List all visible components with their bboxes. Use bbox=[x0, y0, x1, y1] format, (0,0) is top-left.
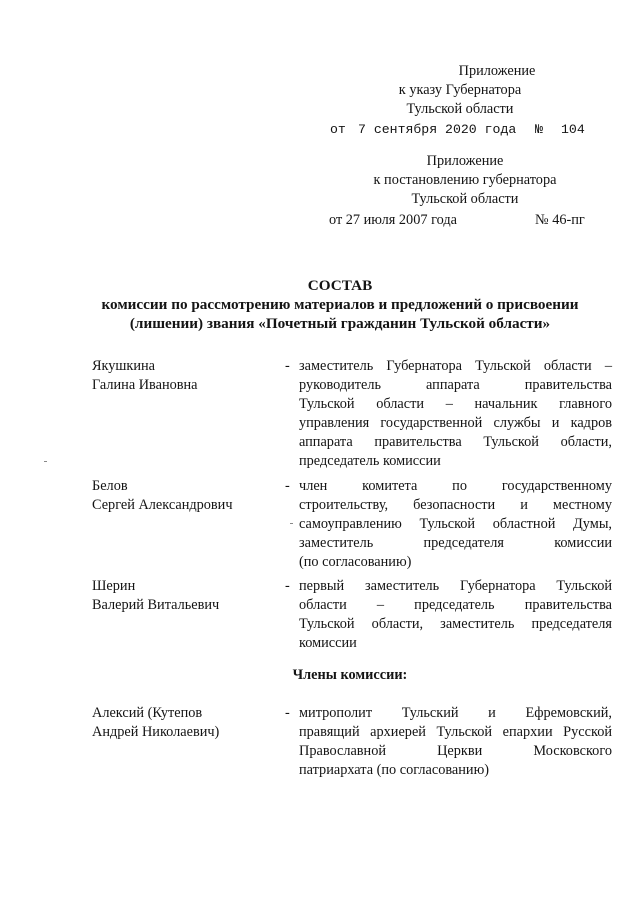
member-role bbox=[299, 577, 612, 653]
decree-reference bbox=[365, 81, 555, 119]
resolution-reference-line: к постановлению губернатора bbox=[373, 172, 557, 188]
member-surname: Шерин bbox=[92, 578, 136, 594]
decree-date-prefix: от bbox=[330, 122, 346, 137]
decree-reference-line: к указу Губернатора bbox=[398, 82, 522, 98]
member-role-line: руководитель аппарата правительства bbox=[299, 377, 612, 393]
member-dash: - bbox=[285, 578, 290, 594]
member-dash: - bbox=[285, 478, 290, 494]
member-role-line: области – председатель правительства bbox=[299, 597, 612, 613]
decree-number-sign: № bbox=[535, 122, 543, 137]
decree-appendix-label: Приложение bbox=[458, 63, 536, 79]
member-role-line: правящий архиерей Тульской епархии Русской bbox=[299, 724, 612, 740]
member-surname: Алексий (Кутепов bbox=[92, 705, 203, 721]
scan-mark bbox=[290, 523, 293, 524]
commission-member-name bbox=[92, 704, 282, 742]
member-given-names: Валерий Витальевич bbox=[92, 597, 220, 613]
scan-mark bbox=[44, 461, 47, 462]
member-role-line: Тульской области – начальник главного bbox=[299, 396, 612, 412]
document-subtitle-line2: (лишении) звания «Почетный гражданин Тульской области» bbox=[129, 315, 551, 332]
member-name bbox=[92, 357, 282, 395]
resolution-appendix-label: Приложение bbox=[426, 153, 504, 169]
member-role-line: Тульской области, заместитель председателя bbox=[299, 616, 612, 632]
resolution-number: № 46-пг bbox=[535, 212, 585, 228]
member-role-line: комиссии bbox=[299, 635, 357, 651]
member-dash: - bbox=[285, 358, 290, 374]
member-role-line: патриархата (по согласованию) bbox=[299, 762, 490, 778]
member-given-names: Галина Ивановна bbox=[92, 377, 198, 393]
members-section-heading-block bbox=[250, 666, 450, 685]
decree-date: 7 сентября 2020 года bbox=[358, 122, 517, 137]
resolution-date: от 27 июля 2007 года bbox=[329, 212, 457, 228]
decree-date-row bbox=[330, 120, 600, 139]
member-role-line: заместитель председателя комиссии bbox=[299, 535, 612, 551]
resolution-date-row bbox=[329, 211, 589, 230]
document-title: СОСТАВ bbox=[307, 277, 373, 294]
member-role-line: управления государственной службы и кадров bbox=[299, 415, 612, 431]
member-role-line: аппарата правительства Тульской области, bbox=[299, 434, 612, 450]
document-title-block bbox=[60, 276, 620, 333]
member-dash: - bbox=[285, 705, 290, 721]
resolution-region-line: Тульской области bbox=[411, 191, 519, 207]
commission-member-role bbox=[299, 704, 612, 780]
member-role-line: первый заместитель Губернатора Тульской bbox=[299, 578, 612, 594]
member-given-names: Сергей Александрович bbox=[92, 497, 233, 513]
document-subtitle-line1: комиссии по рассмотрению материалов и предложений о присвоении bbox=[101, 296, 579, 313]
decree-number: 104 bbox=[561, 122, 585, 137]
decree-region-line: Тульской области bbox=[406, 101, 514, 117]
member-role-line: заместитель Губернатора Тульской области – bbox=[299, 358, 612, 374]
member-role-line: самоуправлению Тульской областной Думы, bbox=[299, 516, 612, 532]
members-section-heading: Члены комиссии: bbox=[292, 667, 408, 683]
member-given-names: Андрей Николаевич) bbox=[92, 724, 220, 740]
member-name bbox=[92, 477, 282, 515]
resolution-appendix-header bbox=[345, 152, 585, 209]
decree-appendix-header bbox=[380, 62, 536, 81]
member-name bbox=[92, 577, 282, 615]
member-surname: Якушкина bbox=[92, 358, 156, 374]
member-role bbox=[299, 477, 612, 572]
member-surname: Белов bbox=[92, 478, 128, 494]
member-role-line: митрополит Тульский и Ефремовский, bbox=[299, 705, 612, 721]
member-role-line: Православной Церкви Московского bbox=[299, 743, 612, 759]
member-role-line: (по согласованию) bbox=[299, 554, 412, 570]
member-role-line: член комитета по государственному bbox=[299, 478, 612, 494]
member-role bbox=[299, 357, 612, 471]
member-role-line: председатель комиссии bbox=[299, 453, 441, 469]
member-role-line: строительству, безопасности и местному bbox=[299, 497, 612, 513]
